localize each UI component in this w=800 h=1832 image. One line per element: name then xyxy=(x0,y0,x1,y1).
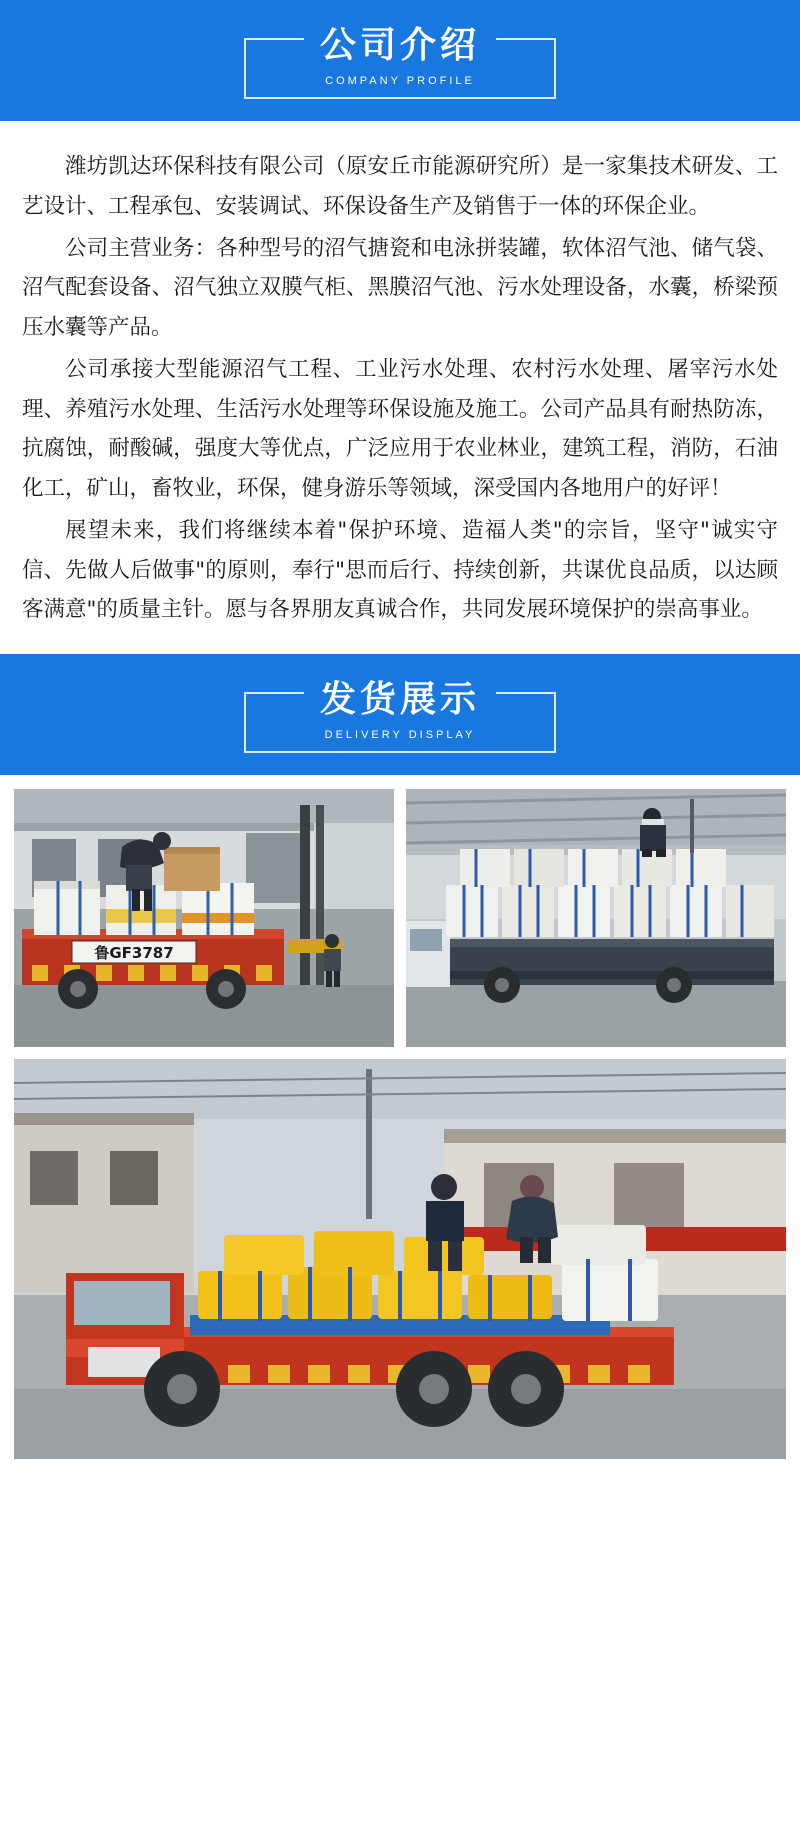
gallery-row-bottom xyxy=(14,1059,786,1459)
section-subtitle: COMPANY PROFILE xyxy=(325,75,475,87)
section-banner-company-profile xyxy=(0,0,800,121)
section-subtitle: DELIVERY DISPLAY xyxy=(324,729,476,742)
paragraph: 公司承接大型能源沼气工程、工业污水处理、农村污水处理、屠宰污水处理、养殖污水处理、生活污水处理等环保设施及施工。公司产品具有耐热防冻，抗腐蚀，耐酸碱，强度大等优点，广泛应用于农业林业，建筑工程，消防，石油化工，矿山，畜牧业，环保，健身游乐等领域，深受国内各地用户的好评！ xyxy=(22,356,778,502)
photo-3-illustration xyxy=(14,1059,786,1459)
photo-2-illustration xyxy=(406,789,786,1047)
section-banner-delivery-display xyxy=(0,654,800,775)
gallery-row-top xyxy=(14,789,786,1047)
banner-inner xyxy=(244,670,556,753)
svg-text:鲁GF3787: 鲁GF3787 xyxy=(94,944,174,963)
delivery-photo-gallery xyxy=(0,775,800,1477)
paragraph: 公司主营业务：各种型号的沼气搪瓷和电泳拼装罐，软体沼气池、储气袋、沼气配套设备、沼气独立双膜气柜、黑膜沼气池、污水处理设备，水囊，桥梁预压水囊等产品。 xyxy=(22,235,778,341)
paragraph: 潍坊凯达环保科技有限公司（原安丘市能源研究所）是一家集技术研发、工艺设计、工程承包、安装调试、环保设备生产及销售于一体的环保企业。 xyxy=(22,154,778,219)
paragraph: 展望未来，我们将继续本着"保护环境、造福人类"的宗旨，坚守"诚实守信、先做人后做事"的原则，奉行"思而后行、持续创新，共谋优良品质，以达顾客满意"的质量主针。愿与各界朋友真诚合作，共同发展环境保护的崇高事业。 xyxy=(22,517,778,623)
photo-warehouse-stacked-bags xyxy=(406,789,786,1047)
section-title: 发货展示 xyxy=(304,676,496,721)
photo-loading-truck-white-bags xyxy=(14,789,394,1047)
banner-inner xyxy=(244,16,556,99)
company-profile-text xyxy=(0,121,800,654)
photo-truck-yellow-packages xyxy=(14,1059,786,1459)
photo-1-illustration xyxy=(14,789,394,1047)
section-title: 公司介绍 xyxy=(304,22,496,67)
